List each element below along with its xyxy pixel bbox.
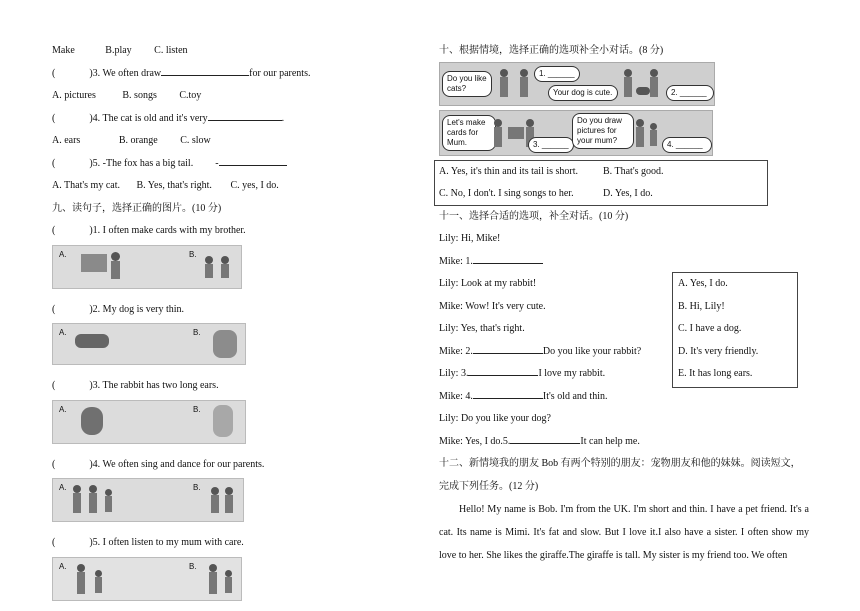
dialogue-text: Mike: 2.: [439, 345, 473, 357]
q5-option-a: A. That's my cat.: [52, 180, 120, 191]
q3-option-b: B. songs: [122, 90, 157, 101]
s11-option-c: C. I have a dog.: [678, 323, 742, 334]
table-picture: [508, 127, 524, 139]
left-column: [52, 40, 412, 611]
dog-picture: [636, 87, 650, 95]
s10-option-a: A. Yes, it's thin and its tail is short.: [439, 165, 579, 177]
section12-title: 十二、新情境我的朋友 Bob 有两个特别的朋友：宠物朋友和他的妹妹。阅读短文，: [439, 458, 801, 469]
bubble-number-1: 1. ______: [534, 66, 580, 82]
s11-option-a: A. Yes, I do.: [678, 278, 728, 289]
child-figure: [225, 570, 232, 593]
q4-blank[interactable]: [208, 110, 282, 121]
q3-option-a: A. pictures: [52, 90, 96, 101]
bubble-4: Do you draw pictures for your mum?: [572, 113, 634, 149]
child-figure: [221, 256, 229, 278]
s9-item-1-paren: (: [52, 225, 56, 236]
q5-text: )5. -The fox has a big tail.: [89, 157, 194, 169]
q3-question: [52, 63, 412, 86]
s9-item-3-text: )3. The rabbit has two long ears.: [89, 380, 219, 391]
child-figure: [650, 69, 658, 97]
dialogue-text-after: Do you like your rabbit?: [542, 345, 642, 357]
q5-after: -: [215, 157, 219, 169]
child-figure: [95, 570, 102, 593]
s10-option-c: C. No, I don't. I sing songs to her.: [439, 187, 574, 199]
image-label-b: B.: [189, 249, 197, 259]
image-label-b: B.: [193, 328, 201, 337]
q2-option-c: C. listen: [154, 45, 188, 56]
dialogue-text: Mike: Wow! It's very cute.: [439, 300, 546, 312]
situation-image-1: [439, 62, 715, 106]
dialogue-blank-3[interactable]: [468, 365, 538, 376]
q3-paren: (: [52, 67, 56, 79]
q2-options: [52, 40, 412, 63]
dialogue-blank-1[interactable]: [473, 253, 543, 264]
s9-item-2-paren: (: [52, 303, 56, 315]
q3-blank[interactable]: [161, 65, 249, 76]
s9-item-5: [52, 532, 412, 555]
q4-question: [52, 108, 412, 131]
dialogue-text: Lily: Hi, Mike!: [439, 233, 501, 244]
person-figure: [77, 564, 85, 594]
child-figure: [624, 69, 632, 97]
child-figure: [494, 119, 502, 147]
image-label-b: B.: [189, 561, 197, 571]
q3-after: for our parents.: [249, 67, 311, 79]
s11-option-d: D. It's very friendly.: [678, 345, 759, 357]
q5-options: [52, 175, 412, 198]
dialogue-line-10: [439, 431, 819, 454]
s9-item-5-paren: (: [52, 537, 56, 548]
thin-dog-picture: [75, 334, 109, 348]
image-label-a: A.: [59, 328, 67, 337]
s9-item-2-image: [52, 323, 246, 365]
s9-item-2-text: )2. My dog is very thin.: [89, 303, 185, 315]
s9-item-4: [52, 454, 412, 477]
q4-paren: (: [52, 112, 56, 124]
child-figure: [636, 119, 644, 147]
s10-option-b: B. That's good.: [603, 165, 664, 177]
person-figure: [73, 485, 81, 513]
section10-options-box: [434, 160, 768, 206]
image-label-b: B.: [193, 404, 201, 414]
husky-picture: [213, 330, 237, 358]
dialogue-blank-2[interactable]: [473, 343, 543, 354]
dialogue-line-9: [439, 408, 819, 431]
q4-option-c: C. slow: [180, 135, 211, 146]
s11-option-b: B. Hi, Lily!: [678, 300, 725, 312]
s9-item-3-paren: (: [52, 380, 56, 391]
dialogue-text: Lily: 3.: [439, 368, 469, 379]
s9-item-5-image: [52, 557, 242, 601]
lion-picture: [81, 407, 103, 435]
bubble-number-3: 3. ______: [528, 137, 574, 153]
image-label-a: A.: [59, 249, 67, 259]
dialogue-line-1: [439, 228, 819, 251]
bubble-number-4: 4. ______: [662, 137, 712, 153]
s9-item-1-image: [52, 245, 242, 289]
reading-passage: Hello! My name is Bob. I'm from the UK. I'm short and thin. I have a pet friend. It's a cat. Its name is Mimi. It's fat and slow. But I love it.I also have a sister. I often show my love to her. She likes the giraffe.The giraffe is tall. My sister is my friend too. We often: [439, 504, 809, 561]
dialogue-text-after: I love my rabbit.: [538, 368, 606, 379]
q2-option-a: Make: [52, 45, 75, 56]
table-picture: [81, 254, 107, 272]
person-figure: [89, 485, 97, 513]
dialogue-blank-4[interactable]: [473, 388, 543, 399]
dialogue-line-8: [439, 386, 819, 409]
section11-options-box: [672, 272, 798, 388]
s9-item-4-text: )4. We often sing and dance for our parents.: [89, 458, 265, 470]
s9-item-3-image: [52, 400, 246, 444]
q4-option-b: B. orange: [118, 135, 158, 146]
section12-title-cont: 完成下列任务。(12 分): [439, 480, 539, 492]
q5-option-c: C. yes, I do.: [230, 180, 279, 191]
dialogue-text-after: It can help me.: [580, 435, 640, 447]
q4-option-a: A. ears: [52, 135, 81, 146]
q3-text: )3. We often draw: [89, 67, 162, 79]
image-label-b: B.: [193, 483, 201, 492]
child-figure: [205, 256, 213, 278]
bubble-2: Your dog is cute.: [548, 85, 618, 101]
child-figure: [520, 69, 528, 97]
dialogue-blank-5[interactable]: [510, 433, 580, 444]
bubble-3: Let's make cards for Mum.: [442, 115, 496, 151]
dialogue-text: Lily: Look at my rabbit!: [439, 278, 537, 289]
child-figure: [105, 489, 112, 512]
child-figure: [211, 487, 219, 513]
dialogue-text-after: It's old and thin.: [542, 390, 608, 402]
dialogue-text: Mike: Yes, I do.5.: [439, 435, 511, 447]
s10-option-d: D. Yes, I do.: [603, 187, 653, 199]
child-figure: [650, 123, 657, 146]
image-label-a: A.: [59, 404, 67, 414]
q5-question: [52, 153, 412, 176]
q5-option-b: B. Yes, that's right.: [136, 180, 212, 191]
situation-image-2: [439, 110, 713, 156]
dialogue-text: Lily: Yes, that's right.: [439, 323, 525, 334]
s9-item-1: [52, 220, 412, 243]
s9-item-1-text: )1. I often make cards with my brother.: [89, 225, 246, 236]
image-label-a: A.: [59, 483, 67, 492]
s9-item-4-paren: (: [52, 458, 56, 470]
section11-title: 十一、选择合适的选项，补全对话。(10 分): [439, 210, 629, 222]
person-figure: [209, 564, 217, 594]
section10-title: 十、根据情境，选择正确的选项补全小对话。(8 分): [439, 45, 664, 56]
child-figure: [500, 69, 508, 97]
s9-item-5-text: )5. I often listen to my mum with care.: [89, 537, 244, 548]
bubble-number-2: 2. ______: [666, 85, 714, 101]
image-label-a: A.: [59, 561, 67, 571]
s9-item-3: [52, 375, 412, 398]
q3-options: [52, 85, 412, 108]
q4-after: .: [281, 112, 285, 124]
child-figure: [111, 252, 120, 279]
q5-paren: (: [52, 157, 56, 169]
q4-options: [52, 130, 412, 153]
q4-text: )4. The cat is old and it's very: [89, 112, 208, 124]
q2-option-b: B.play: [105, 45, 132, 56]
dialogue-line-2: [439, 251, 819, 274]
bubble-1: Do you like cats?: [442, 71, 492, 97]
rabbit-picture: [213, 405, 233, 437]
child-figure: [225, 487, 233, 513]
s11-option-e: E. It has long ears.: [678, 368, 753, 379]
s9-item-2: [52, 299, 412, 322]
dialogue-text: Mike: 4.: [439, 390, 473, 402]
section9-title: 九、读句子，选择正确的图片。(10 分): [52, 202, 222, 214]
q5-blank[interactable]: [219, 155, 287, 166]
dialogue-text: Lily: Do you like your dog?: [439, 413, 551, 424]
dialogue-text: Mike: 1.: [439, 255, 473, 267]
q3-option-c: C.toy: [179, 90, 202, 101]
s9-item-4-image: [52, 478, 244, 522]
